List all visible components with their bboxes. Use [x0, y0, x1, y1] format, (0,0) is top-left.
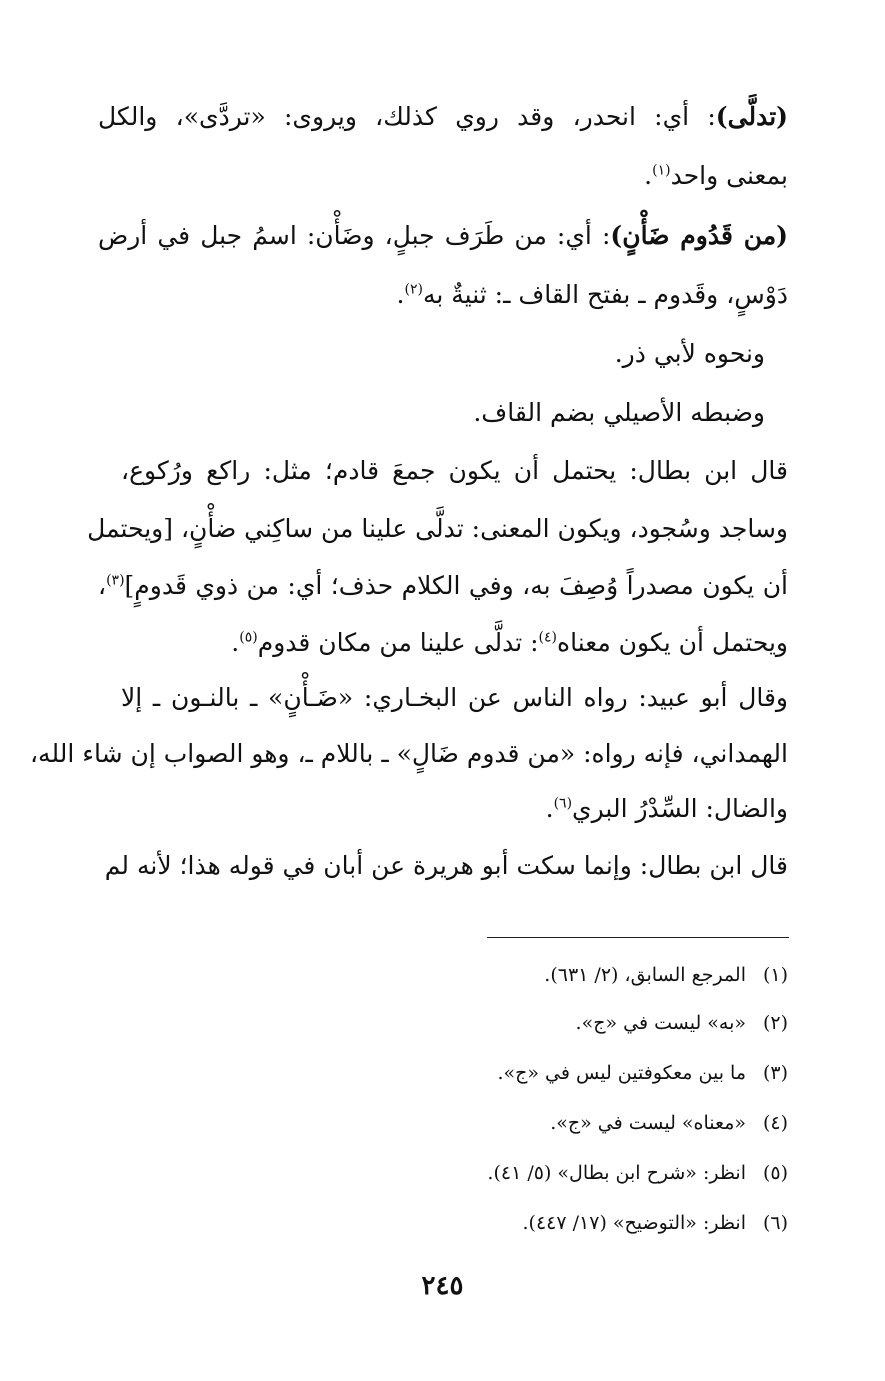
body-text: وساجد وسُجود، ويكون المعنى: تدلَّى علينا من ساكِني ضأْنٍ، [ويحتمل — [87, 514, 788, 543]
footnote-number: (٦) — [762, 1212, 788, 1234]
footnote-number: (٢) — [762, 1012, 788, 1034]
body-text: ونحوه لأبي ذر. — [614, 339, 765, 368]
body-line — [121, 442, 788, 500]
footnote-number: (٤) — [762, 1112, 788, 1134]
page-number: ٢٤٥ — [421, 1271, 464, 1301]
body-line: بمعنى واحد$^{(١)}$. — [644, 161, 788, 190]
body-line — [98, 325, 765, 383]
footnote — [487, 1153, 788, 1193]
body-text: والضال: السِّدْرُ البري — [572, 794, 788, 823]
body-text: ويحتمل أن يكون معناه — [557, 628, 788, 657]
body-line — [98, 384, 765, 442]
footnote — [550, 1103, 788, 1143]
footnote-ref[interactable]: (٥) — [239, 629, 258, 646]
footnote-text: «معناه» ليست في «ج». — [550, 1112, 746, 1134]
footnote — [497, 1053, 788, 1093]
body-line — [87, 500, 788, 558]
body-line — [104, 837, 788, 895]
body-text: : أي: انحدر، وقد روي كذلك، ويروى: «تردَّى»، والكل — [98, 102, 716, 131]
body-text: وقال أبو عبيد: رواه الناس عن البخـاري: «ضَـأْنٍ» ـ بالنـون ـ إلا — [121, 683, 788, 712]
body-line: أن يكون مصدراً وُصِفَ به، وفي الكلام حذف؛ أي: من ذوي قَدومٍ]$^{(٣)}$، — [98, 571, 788, 600]
footnote — [544, 955, 788, 995]
body-text: قال ابن بطال: يحتمل أن يكون جمعَ قادم؛ مثل: راكع ورُكوع، — [121, 456, 788, 485]
footnote-ref[interactable]: (٦) — [553, 795, 573, 812]
lemma-heading: (تدلَّى) — [715, 102, 788, 131]
body-line — [121, 669, 788, 727]
body-line — [29, 725, 788, 783]
footnote-separator — [487, 937, 789, 938]
footnote-ref[interactable]: (٢) — [404, 281, 423, 298]
footnote-text: ما بين معكوفتين ليس في «ج». — [497, 1062, 746, 1084]
body-text: : تدلَّى علينا من مكان قدوم — [257, 628, 539, 657]
body-text: : أي: من طَرَف جبلٍ، وضَأْن: اسمُ جبل في أرض — [98, 221, 611, 250]
footnote-text: «به» ليست في «ج». — [575, 1012, 746, 1034]
footnote-number: (١) — [762, 964, 788, 986]
footnote-text: انظر: «شرح ابن بطال» (٥/ ٤١). — [487, 1162, 746, 1184]
footnote-number: (٣) — [762, 1062, 788, 1084]
body-text: دَوْسٍ، وقَدوم ـ بفتح القاف ـ: ثنيةٌ به — [422, 280, 788, 309]
footnote-text: انظر: «التوضيح» (١٧/ ٤٤٧). — [522, 1212, 746, 1234]
footnote-ref[interactable]: (١) — [652, 162, 671, 179]
footnote-text: المرجع السابق، (٢/ ٦٣١). — [544, 964, 746, 986]
footnote — [576, 1003, 788, 1043]
lemma-heading: (من قَدُوم ضَأْنٍ) — [610, 221, 788, 250]
footnote — [523, 1203, 788, 1243]
body-line: والضال: السِّدْرُ البري$^{(٦)}$. — [545, 794, 788, 823]
footnote-ref[interactable]: (٣) — [106, 572, 125, 589]
body-text: قال ابن بطال: وإنما سكت أبو هريرة عن أبان في قوله هذا؛ لأنه لم — [104, 851, 788, 880]
body-text: بمعنى واحد — [670, 161, 788, 190]
body-line: ويحتمل أن يكون معناه$^{(٤)}$: تدلَّى علينا من مكان قدوم$^{(٥)}$. — [231, 628, 788, 657]
footnote-ref[interactable]: (٤) — [538, 629, 557, 646]
footnote-number: (٥) — [762, 1162, 788, 1184]
body-line — [98, 207, 788, 265]
body-text: وضبطه الأصيلي بضم القاف. — [473, 398, 765, 427]
body-line: دَوْسٍ، وقَدوم ـ بفتح القاف ـ: ثنيةٌ به$^{(٢)}$. — [396, 280, 788, 309]
body-line — [98, 88, 788, 146]
body-text: الهمداني، فإنه رواه: «من قدوم ضَالٍ» ـ باللام ـ، وهو الصواب إن شاء الله، — [29, 739, 788, 768]
body-text: أن يكون مصدراً وُصِفَ به، وفي الكلام حذف؛ أي: من ذوي قَدومٍ] — [124, 571, 788, 600]
